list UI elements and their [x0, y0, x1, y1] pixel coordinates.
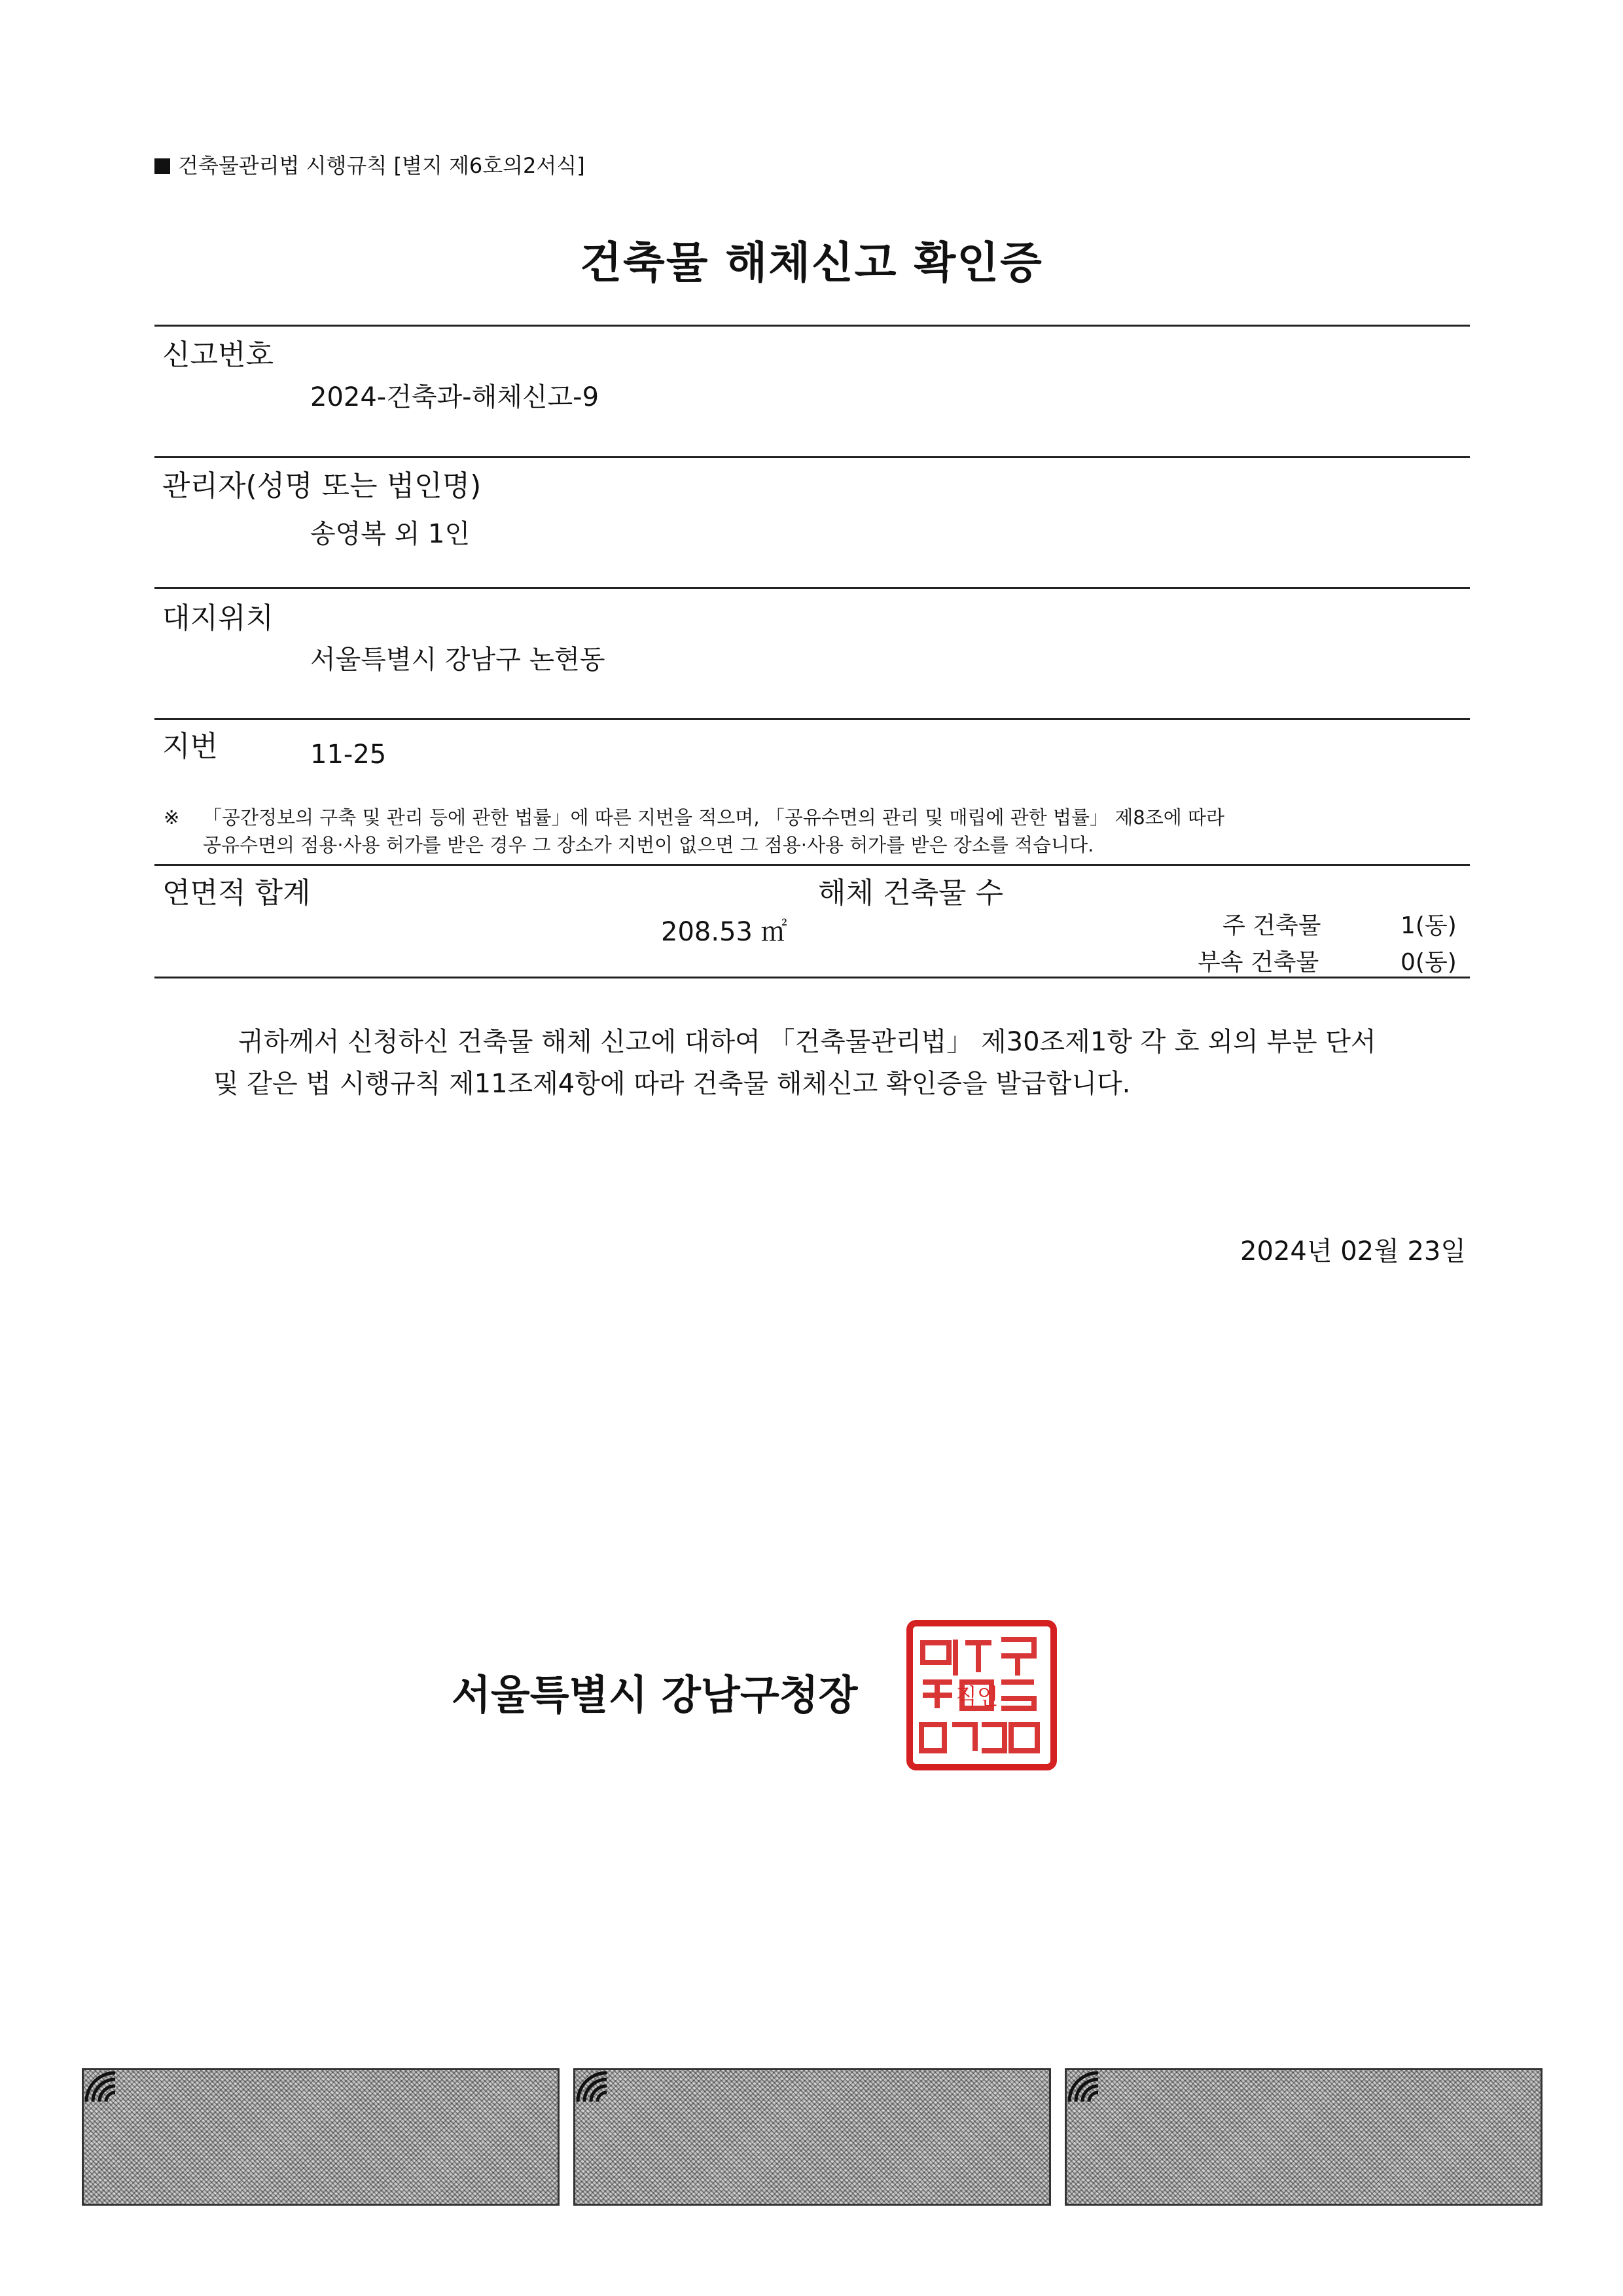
note-mark: ※ — [164, 806, 180, 829]
main-building-label: 주 건축물 — [1222, 912, 1321, 939]
scan-marker-icon — [1064, 2068, 1103, 2107]
seal-label: 직인 — [955, 1684, 999, 1710]
form-reference — [154, 149, 585, 179]
square-bullet-icon — [154, 158, 170, 174]
note-line-1: 「공간정보의 구축 및 관리 등에 관한 법률」에 따른 지번을 적으며, 「공유수면의 관리 및 매립에 관한 법률」 제8조에 따라 — [203, 806, 1225, 829]
divider — [154, 977, 1470, 978]
document-title: 건축물 해체신고 확인증 — [580, 238, 1043, 288]
body-line-2: 및 같은 법 시행규칙 제11조제4항에 따라 건축물 해체신고 확인증을 발급합니다. — [213, 1069, 1131, 1099]
note-line-2: 공유수면의 점용·사용 허가를 받은 경우 그 장소가 지번이 없으면 그 점용·사용 허가를 받은 장소를 적습니다. — [203, 834, 1094, 856]
report-number-label: 신고번호 — [162, 338, 274, 372]
report-number-value: 2024-건축과-해체신고-9 — [310, 382, 599, 412]
form-reference-text: 건축물관리법 시행규칙 [별지 제6호의2서식] — [178, 153, 585, 178]
site-location-value: 서울특별시 강남구 논현동 — [310, 645, 605, 675]
document-code-strip — [1065, 2068, 1543, 2206]
sub-building-value: 0(동) — [1400, 949, 1457, 976]
main-building-value: 1(동) — [1400, 912, 1457, 939]
site-location-label: 대지위치 — [162, 601, 274, 635]
lot-note — [164, 804, 1472, 859]
divider — [154, 718, 1470, 720]
lot-number-label: 지번 — [162, 730, 219, 763]
certificate-body — [154, 1021, 1470, 1105]
divider — [154, 587, 1470, 589]
sub-building-label: 부속 건축물 — [1198, 949, 1319, 976]
total-area-label: 연면적 합계 — [162, 876, 311, 910]
document-code-strip — [573, 2068, 1051, 2206]
divider — [154, 864, 1470, 866]
manager-value: 송영복 외 1인 — [310, 519, 471, 549]
scan-marker-icon — [573, 2068, 612, 2107]
lot-number-value: 11-25 — [310, 740, 387, 770]
document-code-strip — [82, 2068, 560, 2206]
total-area-value: 208.53 ㎡ — [661, 917, 787, 947]
scan-marker-icon — [81, 2068, 120, 2107]
issuer-name: 서울특별시 강남구청장 — [452, 1671, 858, 1719]
issue-date: 2024년 02월 23일 — [1240, 1236, 1466, 1266]
manager-label: 관리자(성명 또는 법인명) — [162, 469, 482, 503]
building-count-label: 해체 건축물 수 — [818, 876, 1003, 910]
divider — [154, 456, 1470, 458]
body-line-1: 귀하께서 신청하신 건축물 해체 신고에 대하여 「건축물관리법」 제30조제1항 각 호 외의 부분 단서 — [238, 1027, 1376, 1057]
divider — [154, 325, 1470, 327]
